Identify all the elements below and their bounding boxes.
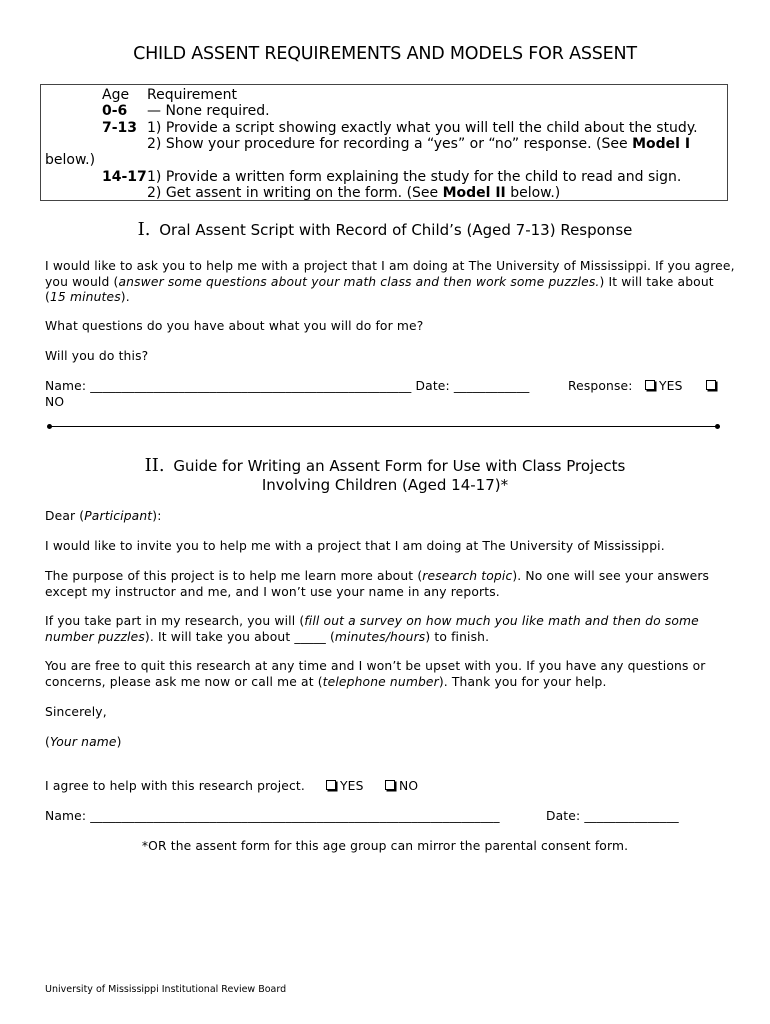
checkbox-icon [326, 780, 336, 790]
divider-dot-right [715, 424, 720, 429]
checkbox-icon [706, 380, 716, 390]
age-14-17: 14-17 [102, 169, 147, 185]
agree-yes-checkbox[interactable]: YES [326, 779, 386, 795]
section1-paragraph2: What questions do you have about what you will do for me? [45, 319, 424, 333]
section2-paragraph2: The purpose of this project is to help me learn more about (research topic). No one will see your answers except my instructor and me, and I won’t use your name in any reports. [45, 569, 710, 599]
section2-heading-line2: Involving Children (Aged 14-17)* [261, 476, 509, 494]
sincerely: Sincerely, [45, 705, 107, 719]
requirement-14-17-line1: 1) Provide a written form explaining the study for the child to read and sign. [147, 169, 682, 185]
section1-name-date-line: Name: ___________________________________________________ Date: ____________ [45, 379, 530, 393]
section2-paragraph4: You are free to quit this research at any time and I won’t be upset with you. If you have any questions or concerns, please ask me now or call me at (telephone number). Thank you for your help. [45, 659, 706, 689]
agree-no-checkbox[interactable]: NO [385, 779, 445, 795]
page-footer: University of Mississippi Institutional Review Board [45, 984, 287, 995]
age-7-13: 7-13 [102, 120, 138, 136]
section2-paragraph1: I would like to invite you to help me with a project that I am doing at The University of Mississippi. [45, 539, 665, 553]
checkbox-icon [645, 380, 655, 390]
section1-heading: I. Oral Assent Script with Record of Child’s (Aged 7-13) Response [137, 219, 633, 240]
agree-statement: I agree to help with this research project. [45, 779, 305, 793]
requirement-7-13-line2: 2) Show your procedure for recording a “yes” or “no” response. (See Model I [147, 136, 691, 152]
yes-checkbox[interactable]: YES [645, 379, 705, 395]
your-name: (Your name) [45, 735, 122, 749]
dear-line: Dear (Participant): [45, 509, 162, 523]
requirement-14-17-line2: 2) Get assent in writing on the form. (See Model II below.) [147, 185, 561, 201]
section2-paragraph3: If you take part in my research, you will (fill out a survey on how much you like math and then do some number puzzles). It will take you about _____ (minutes/hours) to finish. [45, 614, 699, 644]
response-label: Response: [568, 379, 633, 393]
section2-heading: II. Guide for Writing an Assent Form for Use with Class Projects [144, 455, 626, 476]
no-label: NO [45, 395, 65, 409]
age-header: Age [102, 87, 130, 103]
signature-name-line: Name: _________________________________________________________________ [45, 809, 500, 823]
page-title: CHILD ASSENT REQUIREMENTS AND MODELS FOR ASSENT [133, 44, 637, 64]
requirement-7-13-line1: 1) Provide a script showing exactly what you will tell the child about the study. [147, 120, 698, 136]
signature-date-line: Date: _______________ [546, 809, 679, 823]
requirement-7-13-continued: below.) [45, 152, 96, 168]
section1-paragraph3: Will you do this? [45, 349, 149, 363]
section1-paragraph1: I would like to ask you to help me with a project that I am doing at The University of Mississippi. If you agree, you would (answer some questions about your math class and then work some puzzles.) It will take about (15 minutes). [45, 259, 735, 304]
requirement-header: Requirement [147, 87, 238, 103]
section-divider [48, 426, 720, 427]
requirement-0-6: — None required. [147, 103, 270, 119]
checkbox-icon [385, 780, 395, 790]
age-0-6: 0-6 [102, 103, 128, 119]
footnote: *OR the assent form for this age group can mirror the parental consent form. [141, 839, 629, 853]
no-checkbox[interactable] [706, 379, 726, 395]
